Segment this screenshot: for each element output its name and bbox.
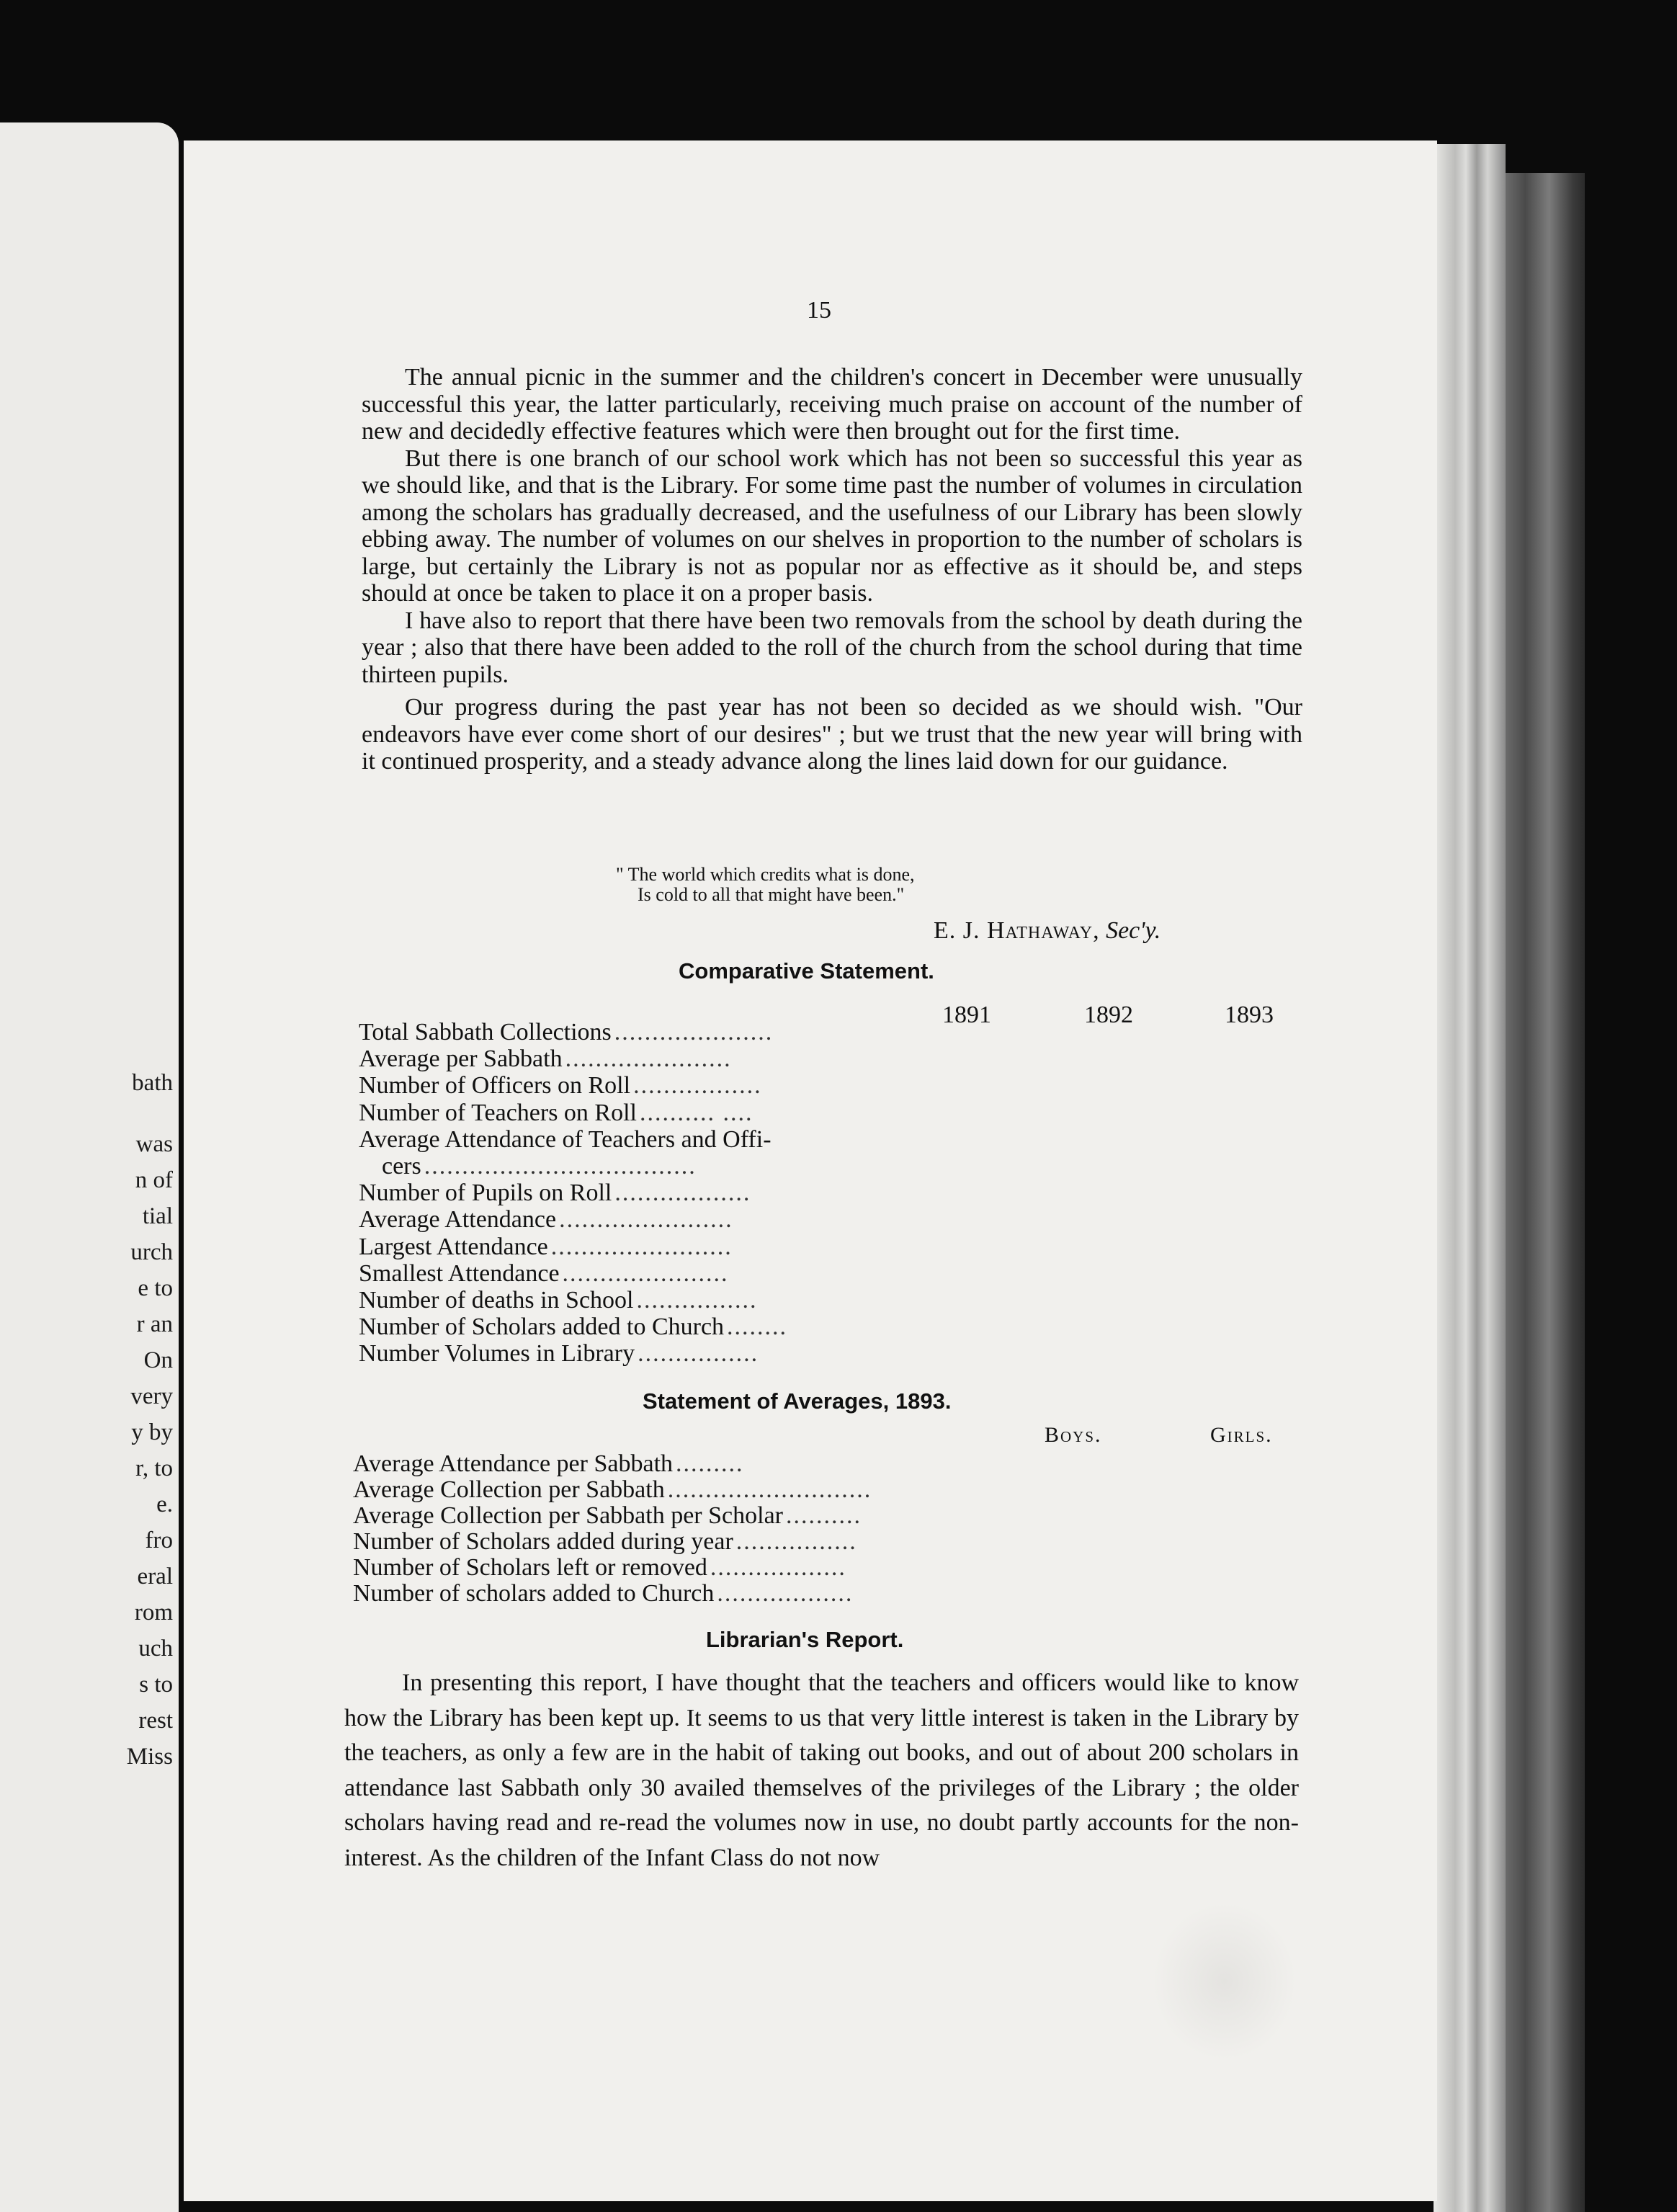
librarian-heading: Librarian's Report. xyxy=(706,1627,904,1652)
leader-dots: ..................... xyxy=(614,1019,774,1045)
leader-dots: ........ xyxy=(727,1314,788,1341)
leader-dots: ....................... xyxy=(559,1206,733,1234)
row-label: Number of deaths in School xyxy=(359,1287,634,1314)
leader-dots: ................ xyxy=(735,1528,857,1555)
paper-smudge xyxy=(1153,1902,1297,2061)
row-label: cers xyxy=(382,1153,421,1179)
left-page-text: fro xyxy=(145,1528,173,1553)
paragraph: But there is one branch of our school work which has not been so successful this year as we should like, and that is the Library. For some time past the number of volumes in circulation among the scholars has gradually decreased, and the usefulness of our Library has been slowly ebbing away. The number of volumes on our shelves in proportion to the number of scholars is large, but certainly the Library is not as popular nor as effective as it should be, and steps should at once be taken to place it on a proper basis. xyxy=(362,445,1302,607)
leader-dots: ...................... xyxy=(562,1259,729,1287)
left-page-text: n of xyxy=(135,1167,173,1193)
row-label: Average Collection per Sabbath xyxy=(353,1476,665,1503)
paragraph: Our progress during the past year has not been so decided as we should wish. "Our endeavors have ever come short of our desires" ; but we trust that the new year will bring with it continued prosperity, and a steady advance along the lines laid down for our guidance. xyxy=(362,694,1302,775)
row-label: Number of scholars added to Church xyxy=(353,1580,715,1607)
left-page-text: Miss xyxy=(126,1744,173,1770)
row-label: Number Volumes in Library xyxy=(359,1340,635,1368)
averages-heading: Statement of Averages, 1893. xyxy=(643,1388,952,1414)
leader-dots: ........................ xyxy=(550,1233,733,1260)
row-label: Average Attendance of Teachers and Offi- xyxy=(359,1125,772,1153)
row-label: Total Sabbath Collections xyxy=(359,1019,612,1045)
leader-dots: ........................... xyxy=(667,1476,872,1503)
signature xyxy=(934,917,1161,945)
leader-dots: .................. xyxy=(614,1179,751,1207)
signature-name: E. J. Hathaway, xyxy=(934,917,1100,944)
row-label: Number of Teachers on Roll xyxy=(359,1099,638,1126)
row-label: Number of Scholars left or removed xyxy=(353,1554,707,1581)
leader-dots: .................. xyxy=(710,1554,846,1581)
column-label: Boys. xyxy=(1045,1423,1102,1447)
row-label: Number of Scholars added to Church xyxy=(359,1314,725,1341)
left-page-text: y by xyxy=(131,1419,173,1445)
paragraph: The annual picnic in the summer and the children's concert in December were unusually successful this year, the latter particularly, receiving much praise on account of the number of new and decidedly effective features which were then brought out for the first time. xyxy=(362,364,1302,445)
leader-dots: .......... xyxy=(786,1502,862,1529)
left-page-fragment xyxy=(0,122,179,2212)
year-label: 1892 xyxy=(1084,1002,1133,1028)
row-label: Number of Officers on Roll xyxy=(359,1072,631,1100)
left-page-text: urch xyxy=(130,1239,173,1265)
leader-dots: .................. xyxy=(717,1580,854,1607)
left-page-text: s to xyxy=(139,1672,173,1698)
left-page-text: rom xyxy=(134,1600,173,1625)
leader-dots: ................ xyxy=(638,1340,759,1368)
year-label: 1893 xyxy=(1225,1002,1274,1028)
leader-dots: ......... xyxy=(676,1450,744,1477)
report-body xyxy=(362,364,1302,775)
row-label: Average Attendance xyxy=(359,1206,557,1234)
row-label: Largest Attendance xyxy=(359,1233,548,1260)
quote-line: " The world which credits what is done, xyxy=(616,864,915,885)
leader-dots: ...................... xyxy=(565,1045,732,1073)
left-page-text: On xyxy=(143,1347,173,1373)
row-label: Number of Scholars added during year xyxy=(353,1528,733,1555)
signature-title: Sec'y. xyxy=(1106,917,1161,944)
row-label: Number of Pupils on Roll xyxy=(359,1179,612,1207)
quotation xyxy=(616,865,915,905)
left-page-text: was xyxy=(135,1131,173,1157)
quote-line: Is cold to all that might have been." xyxy=(638,884,905,905)
left-page-text: r, to xyxy=(135,1455,173,1481)
leader-dots: ................ xyxy=(636,1287,758,1314)
left-page-text: e. xyxy=(156,1491,173,1517)
row-label: Average Attendance per Sabbath xyxy=(353,1450,674,1477)
left-page-text: rest xyxy=(138,1708,173,1734)
row-label: Smallest Attendance xyxy=(359,1259,560,1287)
left-page-text: e to xyxy=(138,1275,173,1301)
left-page-text: very xyxy=(130,1383,173,1409)
comparative-heading: Comparative Statement. xyxy=(679,958,934,984)
left-page-text: tial xyxy=(142,1203,173,1229)
left-page-text: uch xyxy=(138,1636,173,1662)
paragraph: In presenting this report, I have thought that the teachers and officers would like to know how the Library has been kept up. It seems to us that very little interest is taken in the Library by the teachers, as only a few are in the habit of taking out books, and out of about 200 scholars in attendance last Sabbath only 30 availed themselves of the privileges of the Library ; the older scholars having read and re-read the volumes now in use, no doubt partly accounts for the non-interest. As the children of the Infant Class do not now xyxy=(344,1669,1299,1871)
column-label: Girls. xyxy=(1210,1423,1273,1447)
book-cover-edge xyxy=(1506,173,1585,2212)
row-label: Average per Sabbath xyxy=(359,1045,563,1073)
paragraph: I have also to report that there have been two removals from the school by death during the year ; also that there have been added to the roll of the church from the school during that time thirteen pupils. xyxy=(362,607,1302,688)
row-label: Average Collection per Sabbath per Scholar xyxy=(353,1502,783,1529)
left-page-text: eral xyxy=(137,1564,173,1589)
leader-dots: .................................... xyxy=(424,1153,697,1179)
page-number: 15 xyxy=(807,297,831,324)
book-edge xyxy=(1434,144,1506,2212)
leader-dots: .......... .... xyxy=(640,1099,753,1126)
left-page-text: bath xyxy=(132,1070,173,1096)
year-label: 1891 xyxy=(942,1002,991,1028)
librarian-report xyxy=(344,1666,1299,1876)
left-page-text: r an xyxy=(136,1311,173,1337)
leader-dots: ................. xyxy=(633,1072,762,1100)
